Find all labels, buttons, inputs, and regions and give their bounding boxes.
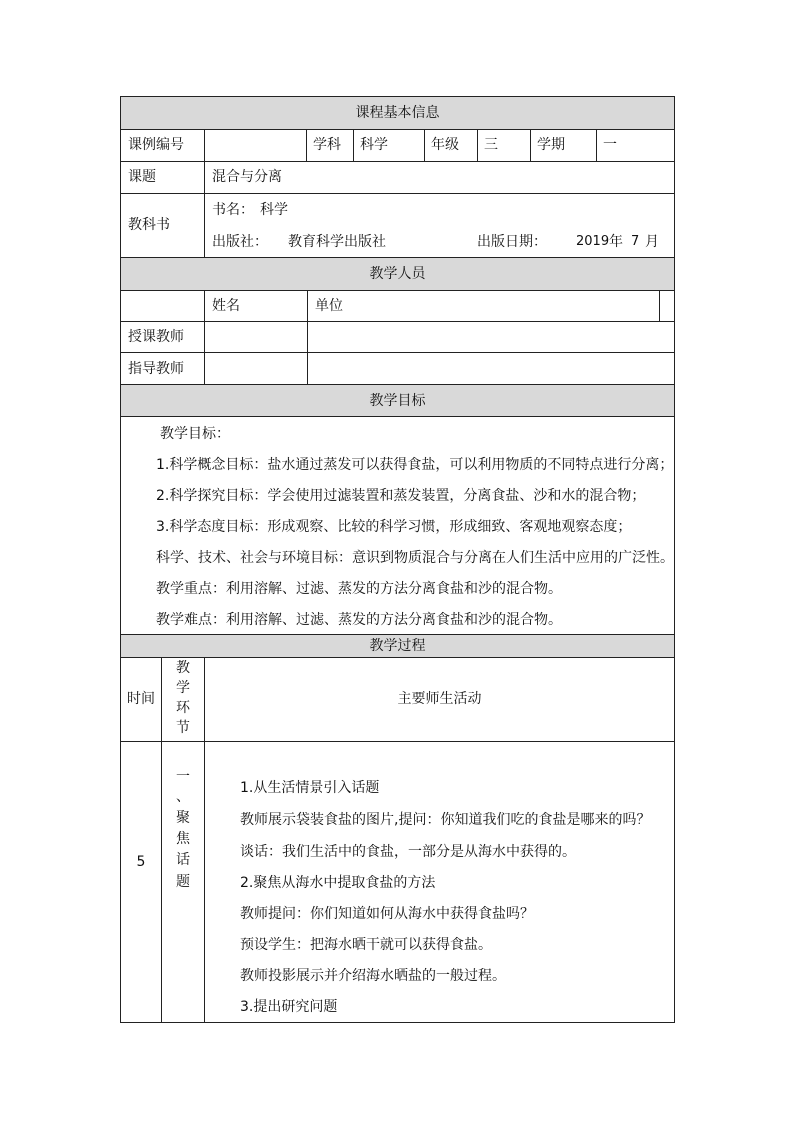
activity-line: 1.从生活情景引入话题 [240,780,380,796]
grade-label: 年级 [431,137,459,153]
process-row-step-char: 一 [176,769,190,785]
term-value: 一 [603,137,617,153]
hline [120,416,675,417]
vline [353,129,354,161]
section-title-staff: 教学人员 [369,266,426,282]
process-step-header-char: 学 [176,680,190,696]
textbook-label: 教科书 [128,217,170,233]
activity-line: 预设学生：把海水晒干就可以获得食盐。 [240,937,492,953]
vline [306,129,307,161]
vline [530,129,531,161]
case-no-label: 课例编号 [128,137,184,153]
section-title-basic-info: 课程基本信息 [355,105,440,121]
vline [204,290,205,384]
subject-value: 科学 [360,137,388,153]
vline [424,129,425,161]
book-name-label: 书名： [212,202,254,218]
book-name-value: 科学 [260,202,288,218]
pubdate-label: 出版日期： [477,234,547,250]
vline [477,129,478,161]
process-row-step-char: 焦 [176,831,190,847]
vline [659,290,660,321]
grade-value: 三 [484,137,498,153]
objective-item: 2.科学探究目标：学会使用过滤装置和蒸发装置，分离食盐、沙和水的混合物； [156,488,646,504]
process-row-step-char: 、 [176,789,190,805]
vline [161,657,162,1023]
objective-item: 教学难点：利用溶解、过滤、蒸发的方法分离食盐和沙的混合物。 [156,612,562,628]
process-row-step-char: 题 [176,874,190,890]
pubdate-year-unit: 年 [609,234,623,250]
objectives-heading: 教学目标： [160,426,230,442]
topic-value: 混合与分离 [212,169,282,185]
topic-label: 课题 [128,169,156,185]
activity-line: 3.提出研究问题 [240,999,338,1015]
process-step-header-char: 节 [176,720,190,736]
process-activity-header: 主要师生活动 [397,691,482,707]
process-time-header: 时间 [127,691,155,707]
staff-name-header: 姓名 [212,298,240,314]
pubdate-month-unit: 月 [645,234,659,250]
guide-label: 指导教师 [128,361,184,377]
activity-line: 教师投影展示并介绍海水晒盐的一般过程。 [240,968,506,984]
hline [120,257,675,258]
activity-line: 教师提问：你们知道如何从海水中获得食盐吗？ [240,906,534,922]
objective-item: 教学重点：利用溶解、过滤、蒸发的方法分离食盐和沙的混合物。 [156,581,562,597]
objective-item: 科学、技术、社会与环境目标：意识到物质混合与分离在人们生活中应用的广泛性。 [156,550,674,566]
publisher-value: 教育科学出版社 [288,234,386,250]
activity-line: 教师展示袋装食盐的图片,提问：你知道我们吃的食盐是哪来的吗？ [240,812,651,828]
process-row-time: 5 [136,854,146,870]
vline [204,129,205,257]
objective-item: 3.科学态度目标：形成观察、比较的科学习惯，形成细致、客观地观察态度； [156,519,632,535]
pubdate-year: 2019 [576,234,610,249]
term-label: 学期 [537,137,565,153]
pubdate-month: 7 [631,234,640,249]
vline [596,129,597,161]
activity-line: 谈话：我们生活中的食盐，一部分是从海水中获得的。 [240,844,576,860]
process-step-header-char: 教 [176,660,190,676]
objective-item: 1.科学概念目标：盐水通过蒸发可以获得食盐，可以利用物质的不同特点进行分离； [156,457,674,473]
teacher-label: 授课教师 [128,329,184,345]
process-row-step-char: 话 [176,852,190,868]
activity-line: 2.聚焦从海水中提取食盐的方法 [240,875,436,891]
hline [120,634,675,635]
publisher-label: 出版社： [212,234,268,250]
subject-label: 学科 [313,137,341,153]
hline [120,384,675,385]
vline [204,657,205,1023]
section-title-objectives: 教学目标 [369,393,426,409]
vline [307,290,308,384]
process-step-header-char: 环 [176,700,190,716]
process-row-step-char: 聚 [176,810,190,826]
section-title-process: 教学过程 [369,638,426,654]
staff-unit-header: 单位 [315,298,343,314]
